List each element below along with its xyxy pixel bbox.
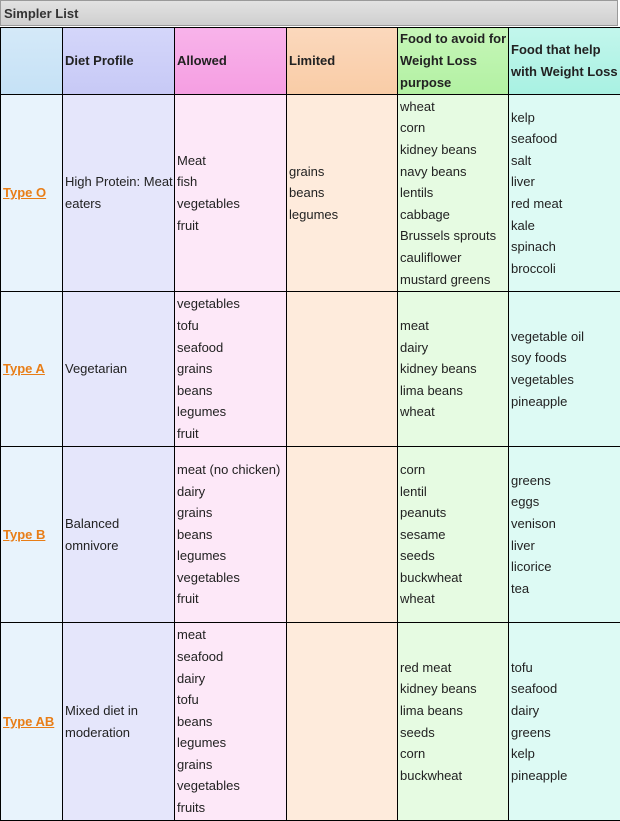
list-item: greens — [511, 472, 551, 488]
blood-type-link[interactable]: Type A — [3, 361, 45, 377]
list-item: vegetables — [511, 372, 574, 387]
header-diet-profile: Diet Profile — [63, 28, 175, 95]
list-item: meat — [400, 318, 429, 334]
list-item: buckwheat — [400, 767, 463, 783]
list-item: grains — [177, 505, 213, 521]
list-item: fish — [177, 174, 198, 190]
allowed-list — [177, 459, 286, 610]
list-item: dairy — [400, 339, 429, 355]
list-item: tofu — [511, 659, 533, 675]
list-item: liver — [511, 174, 535, 190]
food-that-help-list — [511, 657, 620, 787]
list-item: grains — [177, 361, 213, 377]
list-item: peanuts — [400, 505, 447, 521]
limited-cell — [287, 447, 398, 623]
list-item: navy beans — [400, 163, 467, 179]
food-that-help-cell — [509, 292, 620, 447]
list-item: vegetables — [177, 196, 240, 211]
list-item: dairy — [511, 702, 540, 718]
limited-cell — [287, 292, 398, 447]
list-item: fruits — [177, 800, 206, 816]
list-item: grains — [289, 163, 325, 179]
blood-type-link[interactable]: Type O — [3, 185, 47, 201]
list-item: corn — [400, 461, 426, 477]
list-item: beans — [289, 185, 325, 201]
table-row — [1, 447, 620, 623]
list-item: vegetables — [177, 778, 240, 794]
food-to-avoid-cell — [398, 95, 509, 292]
list-item: Meat — [177, 152, 206, 168]
food-to-avoid-list — [400, 657, 508, 787]
list-item: soy foods — [511, 350, 567, 366]
list-item: lentil — [400, 483, 427, 499]
list-item: vegetables — [177, 296, 240, 312]
diet-profile-cell: Vegetarian — [63, 292, 175, 447]
type-cell — [1, 95, 63, 292]
limited-list — [289, 161, 397, 226]
list-item: dairy — [177, 483, 206, 499]
header-food-to-avoid: Food to avoid for Weight Loss purpose — [398, 28, 509, 95]
food-that-help-list — [511, 326, 620, 412]
list-item: meat (no chicken) — [177, 461, 281, 477]
list-item: salt — [511, 152, 532, 168]
header-type — [1, 28, 63, 95]
food-that-help-cell — [509, 95, 620, 292]
allowed-list — [177, 624, 286, 818]
list-item: legumes — [177, 735, 227, 751]
list-item: beans — [177, 526, 213, 542]
blood-type-link[interactable]: Type AB — [3, 713, 55, 729]
list-item: lima beans — [400, 702, 463, 718]
list-item: spinach — [511, 239, 556, 255]
list-item: wheat — [400, 591, 435, 607]
list-item: fruit — [177, 591, 199, 607]
food-that-help-list — [511, 470, 620, 600]
list-item: seafood — [177, 648, 224, 664]
list-item: dairy — [177, 670, 206, 686]
limited-cell — [287, 95, 398, 292]
diet-profile-cell: Mixed diet in moderation — [63, 623, 175, 821]
table-row — [1, 623, 620, 821]
food-to-avoid-list — [400, 315, 508, 423]
allowed-cell — [175, 292, 287, 447]
header-limited: Limited — [287, 28, 398, 95]
list-item: licorice — [511, 559, 552, 575]
list-item: vegetable oil — [511, 328, 584, 344]
allowed-cell — [175, 447, 287, 623]
list-item: seafood — [511, 681, 558, 697]
food-that-help-cell — [509, 623, 620, 821]
list-item: pineapple — [511, 767, 568, 783]
food-that-help-list — [511, 107, 620, 280]
list-item: kale — [511, 217, 535, 233]
list-item: fruit — [177, 217, 199, 233]
food-to-avoid-list — [400, 459, 508, 610]
list-item: kidney beans — [400, 142, 477, 158]
type-cell — [1, 447, 63, 623]
allowed-list — [177, 293, 286, 444]
list-item: beans — [177, 382, 213, 398]
list-item: eggs — [511, 494, 540, 510]
list-item: legumes — [289, 206, 339, 222]
list-item: kelp — [511, 746, 535, 762]
table-row — [1, 95, 620, 292]
header-row — [1, 28, 620, 95]
list-item: sesame — [400, 526, 446, 542]
blood-type-diet-table — [0, 27, 620, 821]
type-cell — [1, 623, 63, 821]
list-item: fruit — [177, 425, 199, 441]
header-food-that-help: Food that help with Weight Loss — [509, 28, 620, 95]
table-row — [1, 292, 620, 447]
blood-type-link[interactable]: Type B — [3, 526, 46, 542]
food-to-avoid-list — [400, 96, 508, 290]
diet-profile-cell: Balanced omnivore — [63, 447, 175, 623]
list-item: Brussels sprouts — [400, 228, 497, 244]
food-to-avoid-cell — [398, 292, 509, 447]
diet-profile-cell: High Protein: Meat eaters — [63, 95, 175, 292]
list-item: pineapple — [511, 393, 568, 409]
list-item: seafood — [177, 339, 224, 355]
list-item: kelp — [511, 109, 535, 125]
limited-cell — [287, 623, 398, 821]
list-item: mustard greens — [400, 271, 491, 287]
list-item: red meat — [511, 196, 563, 211]
list-item: lima beans — [400, 382, 463, 398]
list-item: corn — [400, 746, 426, 762]
food-to-avoid-cell — [398, 623, 509, 821]
allowed-cell — [175, 623, 287, 821]
list-item: vegetables — [177, 569, 240, 585]
list-item: legumes — [177, 548, 227, 564]
allowed-list — [177, 150, 286, 236]
list-item: liver — [511, 537, 535, 553]
list-item: meat — [177, 627, 206, 643]
header-allowed: Allowed — [175, 28, 287, 95]
list-item: kidney beans — [400, 361, 477, 377]
list-item: tea — [511, 580, 530, 596]
list-item: kidney beans — [400, 681, 477, 697]
list-item: tofu — [177, 318, 199, 334]
list-item: greens — [511, 724, 551, 740]
list-item: venison — [511, 515, 556, 531]
list-item: grains — [177, 756, 213, 772]
list-item: seeds — [400, 548, 435, 564]
list-item: broccoli — [511, 260, 556, 276]
list-item: red meat — [400, 659, 452, 675]
list-item: cauliflower — [400, 249, 462, 265]
list-item: beans — [177, 713, 213, 729]
list-item: wheat — [400, 98, 435, 114]
list-item: seeds — [400, 724, 435, 740]
list-item: buckwheat — [400, 569, 463, 585]
list-item: legumes — [177, 404, 227, 420]
table-title: Simpler List — [0, 0, 618, 26]
food-that-help-cell — [509, 447, 620, 623]
list-item: cabbage — [400, 206, 450, 222]
list-item: wheat — [400, 404, 435, 420]
list-item: corn — [400, 120, 426, 136]
type-cell — [1, 292, 63, 447]
allowed-cell — [175, 95, 287, 292]
food-to-avoid-cell — [398, 447, 509, 623]
list-item: lentils — [400, 185, 434, 201]
list-item: tofu — [177, 692, 199, 708]
list-item: seafood — [511, 131, 558, 147]
